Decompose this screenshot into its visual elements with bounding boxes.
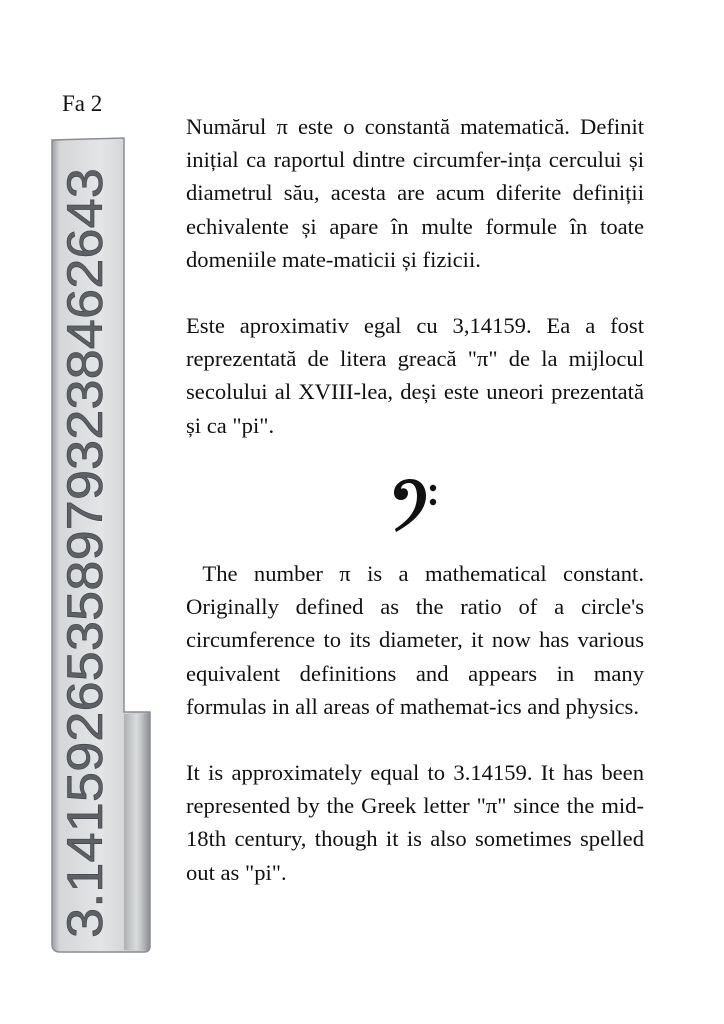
ruler-tab <box>124 714 149 950</box>
romanian-text <box>186 110 644 442</box>
page-label: Fa 2 <box>62 91 103 116</box>
bass-clef-icon <box>380 476 440 536</box>
ruler-digits: 3.141592653589793238462643 <box>57 228 113 938</box>
romanian-paragraph-1: Numărul π este o constantă matematică. Definit inițial ca raportul dintre circumfer-ința cercului și diametrul său, acesta are acum diferite definiții echivalente și apare în multe formule în toate domeniile mate-maticii și fizicii. <box>186 114 644 272</box>
english-paragraph-2: It is approximately equal to 3.14159. It has been represented by the Greek letter "π" since the mid-18th century, though it is also sometimes spelled out as "pi". <box>186 760 644 885</box>
ruler-body <box>52 138 150 952</box>
english-paragraph-1: The number π is a mathematical constant. Originally defined as the ratio of a circle's circumference to its diameter, it now has various equivalent definitions and appears in many formulas in all areas of mathemat-ics and physics. <box>186 561 650 719</box>
english-text <box>186 557 650 889</box>
romanian-paragraph-2: Este aproximativ egal cu 3,14159. Ea a fost reprezentată de litera greacă "π" de la mijlocul secolului al XVIII-lea, deși este uneori prezentată și ca "pi". <box>186 313 644 438</box>
